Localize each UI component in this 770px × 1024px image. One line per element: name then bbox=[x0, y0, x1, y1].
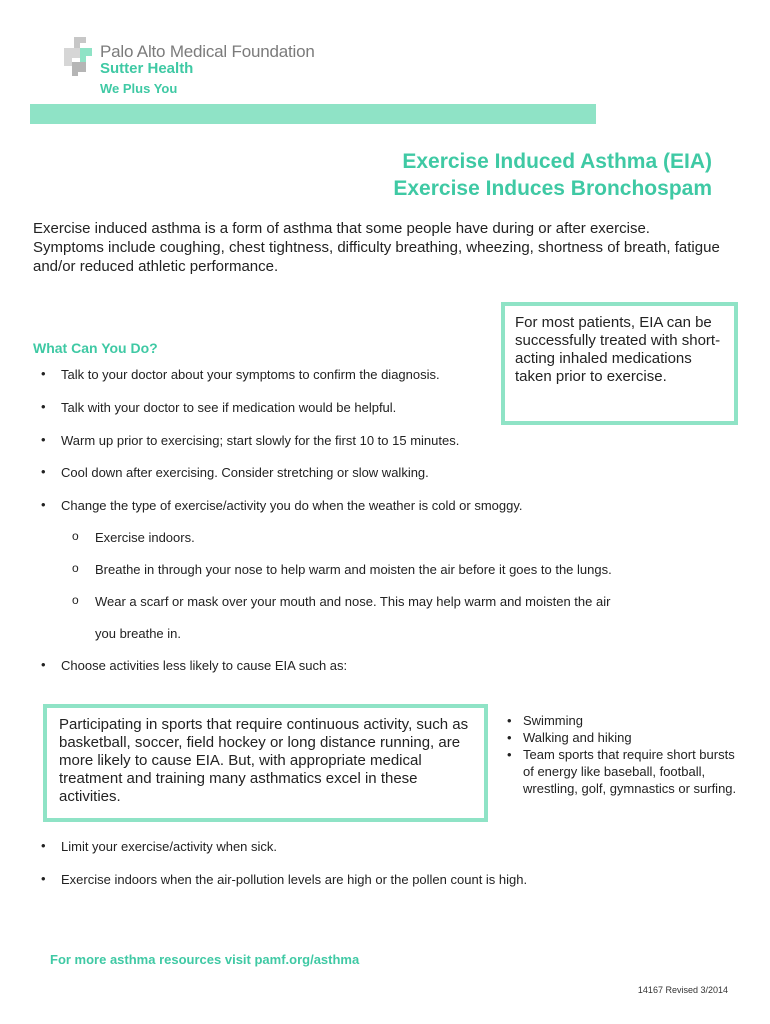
list-item: • Walking and hiking bbox=[505, 729, 745, 746]
sub-bullet-continuation: you breathe in. bbox=[95, 626, 182, 641]
callout-continuous-sports: Participating in sports that require continuous activity, such as basketball, soccer, field hockey or long distance running, are more likely to cause EIA. But, with appropriate medical treatment and training many asthmatics excel in these activities. bbox=[43, 704, 488, 822]
list-item: • Swimming bbox=[505, 712, 745, 729]
list-item: • Team sports that require short bursts of energy like baseball, football, wrestling, golf, gymnastics or surfing. bbox=[505, 746, 745, 797]
callout-treatment: For most patients, EIA can be successfully treated with short-acting inhaled medications taken prior to exercise. bbox=[501, 302, 738, 425]
brand-name: Palo Alto Medical Foundation bbox=[100, 42, 315, 61]
page-subtitle: Exercise Induces Bronchospam bbox=[393, 177, 712, 200]
intro-paragraph: Exercise induced asthma is a form of asthma that some people have during or after exercise. Symptoms include coughing, chest tightness, difficulty breathing, wheezing, shortness of breath, fatigue and/or reduced athletic performance. bbox=[33, 220, 720, 275]
page-title: Exercise Induced Asthma (EIA) bbox=[402, 150, 712, 173]
activities-list bbox=[505, 712, 745, 797]
logo bbox=[60, 34, 360, 98]
brand-tagline: We Plus You bbox=[100, 81, 178, 96]
header-bar bbox=[30, 104, 596, 124]
resources-link[interactable]: For more asthma resources visit pamf.org/asthma bbox=[50, 952, 360, 967]
document-code: 14167 Revised 3/2014 bbox=[637, 985, 728, 995]
brand-parent: Sutter Health bbox=[100, 60, 194, 77]
sutter-logo-icon bbox=[60, 34, 100, 76]
section-heading: What Can You Do? bbox=[33, 340, 158, 356]
